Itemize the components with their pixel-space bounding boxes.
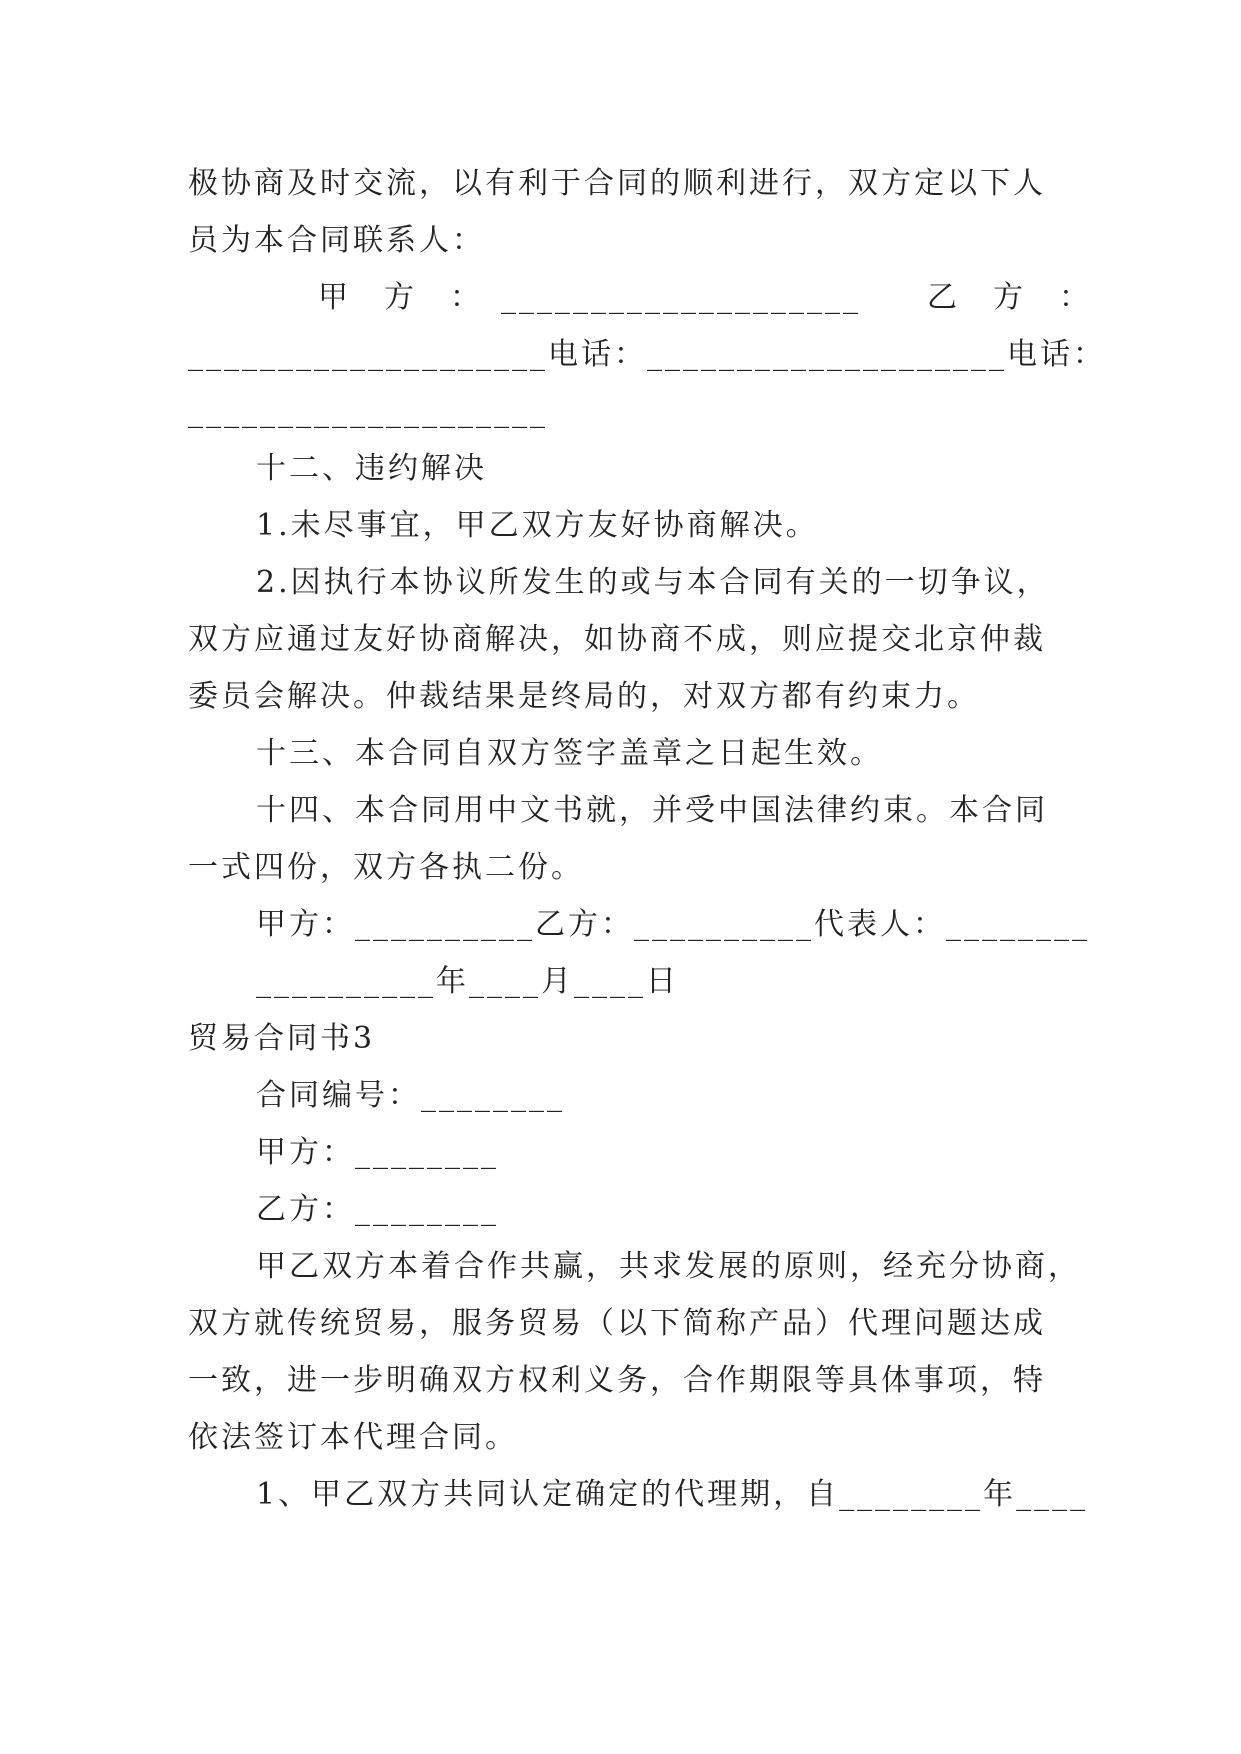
paragraph-line: 双方应通过友好协商解决，如协商不成，则应提交北京仲裁 bbox=[188, 622, 1046, 657]
section-heading-13: 十三、本合同自双方签字盖章之日起生效。 bbox=[256, 736, 883, 771]
paragraph-line: 一致，进一步明确双方权利义务，合作期限等具体事项，特 bbox=[188, 1363, 1046, 1398]
clause-12-1: 1.未尽事宜，甲乙双方友好协商解决。 bbox=[256, 508, 819, 543]
document-title: 贸易合同书3 bbox=[188, 1021, 376, 1056]
paragraph-line: 甲乙双方本着合作共赢，共求发展的原则，经充分协商， bbox=[256, 1249, 1081, 1284]
paragraph-line: 依法签订本代理合同。 bbox=[188, 1420, 518, 1455]
paragraph-line: 极协商及时交流，以有利于合同的顺利进行，双方定以下人 bbox=[188, 166, 1046, 201]
signature-line: 甲方：__________乙方：__________代表人：________ bbox=[256, 907, 1090, 942]
paragraph-line: 一式四份，双方各执二份。 bbox=[188, 850, 584, 885]
contract-number-field: 合同编号：________ bbox=[256, 1078, 565, 1113]
section-heading-14: 十四、本合同用中文书就，并受中国法律约束。本合同 bbox=[256, 793, 1048, 828]
date-line: __________年____月____日 bbox=[256, 964, 679, 999]
clause-1: 1、甲乙双方共同认定确定的代理期，自________年____ bbox=[256, 1477, 1089, 1512]
party-a-field: 甲方：________ bbox=[256, 1135, 499, 1170]
paragraph-line: 双方就传统贸易，服务贸易（以下简称产品）代理问题达成 bbox=[188, 1306, 1046, 1341]
paragraph-line: 员为本合同联系人： bbox=[188, 223, 485, 258]
party-b-field: 乙方：________ bbox=[256, 1192, 499, 1227]
contact-phone-blank: ____________________ bbox=[188, 394, 548, 429]
contact-line-party-a-b: 甲 方 ： ____________________ 乙 方 ： bbox=[318, 280, 1092, 315]
clause-12-2: 2.因执行本协议所发生的或与本合同有关的一切争议， bbox=[256, 565, 1050, 600]
section-heading-12: 十二、违约解决 bbox=[256, 451, 487, 486]
paragraph-line: 委员会解决。仲裁结果是终局的，对双方都有约束力。 bbox=[188, 679, 980, 714]
contact-phone-line: ____________________电话：____________________电话： bbox=[188, 337, 1106, 372]
